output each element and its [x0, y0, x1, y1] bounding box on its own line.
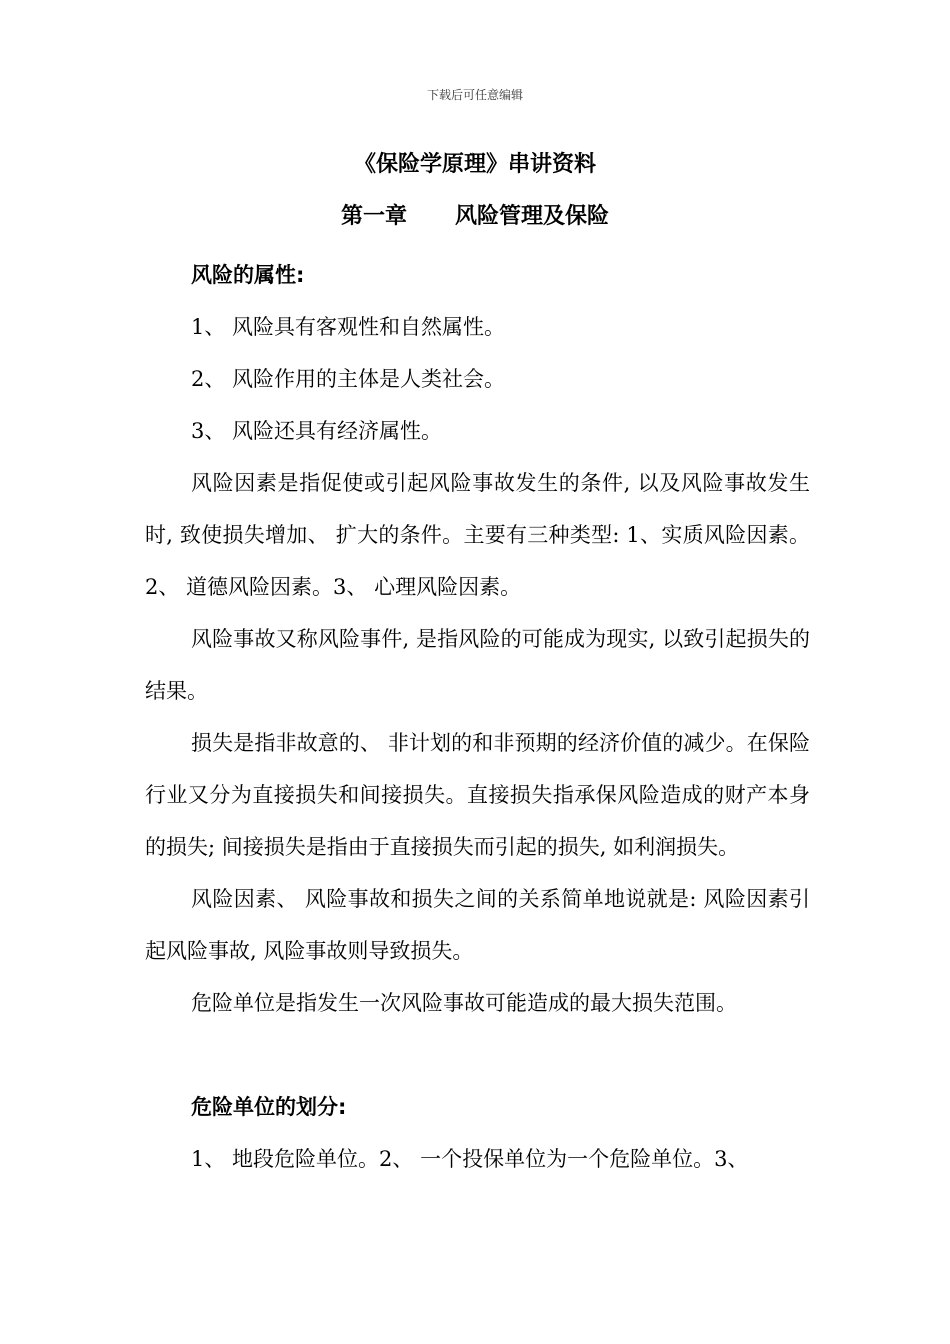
document-body [145, 249, 810, 1185]
chapter-name: 风险管理及保险 [455, 204, 610, 229]
blank-line [145, 1029, 810, 1081]
paragraph-loss: 损失是指非故意的、 非计划的和非预期的经济价值的减少。在保险行业又分为直接损失和间接损失。直接损失指承保风险造成的财产本身的损失; 间接损失是指由于直接损失而引起的损失, 如利润损失。 [145, 731, 810, 859]
chapter-number: 第一章 [340, 204, 407, 229]
section-heading-attributes: 风险的属性: [191, 263, 305, 287]
header-note: 下载后可任意编辑 [426, 88, 523, 102]
paragraph-risk-event: 风险事故又称风险事件, 是指风险的可能成为现实, 以致引起损失的结果。 [145, 627, 810, 703]
attribute-item: 1、 风险具有客观性和自然属性。 [191, 315, 506, 339]
attribute-item: 2、 风险作用的主体是人类社会。 [191, 367, 506, 391]
chapter-title [0, 199, 950, 230]
unit-division-items: 1、 地段危险单位。2、 一个投保单位为一个危险单位。3、 [191, 1147, 749, 1171]
paragraph-risk-unit: 危险单位是指发生一次风险事故可能造成的最大损失范围。 [191, 991, 737, 1015]
paragraph-risk-factor: 风险因素是指促使或引起风险事故发生的条件, 以及风险事故发生时, 致使损失增加、 扩大的条件。主要有三种类型: 1、实质风险因素。2、 道德风险因素。3、 心理风险因素。 [145, 471, 810, 599]
paragraph-relation: 风险因素、 风险事故和损失之间的关系简单地说就是: 风险因素引起风险事故, 风险事故则导致损失。 [145, 887, 810, 963]
document-title: 《保险学原理》串讲资料 [353, 152, 596, 177]
section-heading-unit-division: 危险单位的划分: [191, 1095, 347, 1119]
attribute-item: 3、 风险还具有经济属性。 [191, 419, 443, 443]
